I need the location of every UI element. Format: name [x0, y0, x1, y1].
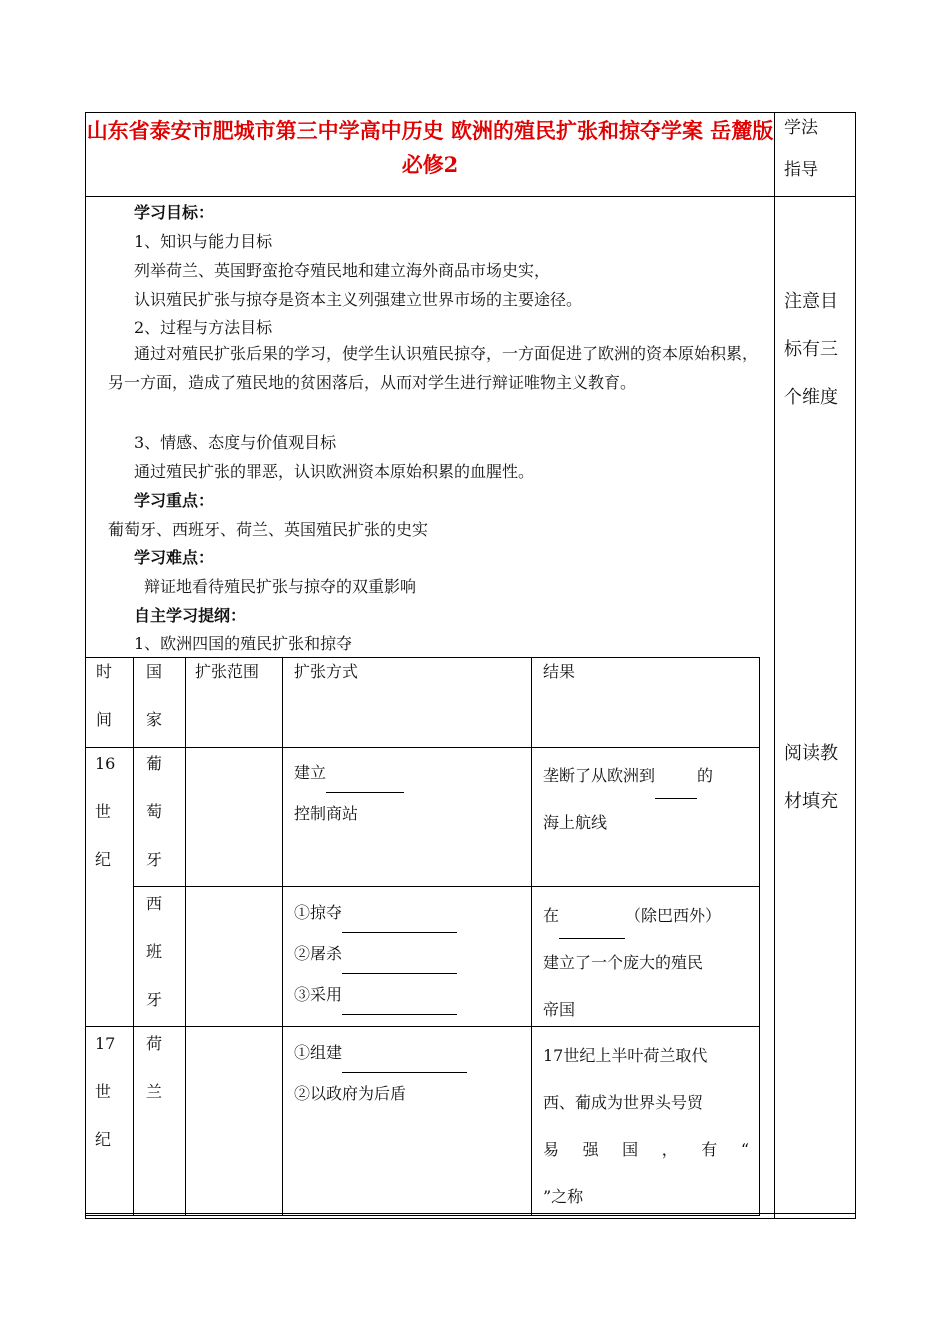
portugal-char1: 葡: [146, 754, 163, 773]
table-col-divider-3: [282, 657, 283, 1216]
objective-3-line: 通过殖民扩张的罪恶，认识欧洲资本原始积累的血腥性。: [134, 462, 535, 481]
side-header-line1: 学法: [784, 118, 818, 138]
netherlands-method: [294, 1032, 467, 1114]
row16-time: [95, 752, 115, 896]
objective-1-line1: 列举荷兰、英国野蛮抢夺殖民地和建立海外商品市场史实，: [134, 261, 551, 280]
header-result: 结果: [543, 662, 576, 681]
portugal-result-text1b: 的: [697, 766, 714, 785]
spain-country: [146, 892, 162, 1036]
spain-method-line2: [294, 933, 457, 974]
page-title: 山东省泰安市肥城市第三中学高中历史 欧洲的殖民扩张和掠夺学案 岳麓版必修2: [86, 118, 774, 177]
outline-heading: 自主学习提纲：: [134, 606, 247, 625]
spain-method-blank2[interactable]: [342, 955, 457, 974]
header-country-char1: 国: [146, 662, 163, 681]
header-time: [96, 660, 112, 756]
difficulties-heading: 学习难点：: [134, 548, 215, 567]
portugal-result-text1a: 垄断了从欧洲到: [543, 766, 656, 785]
spain-method-text3: ③采用: [294, 985, 343, 1004]
table-col-divider-2: [185, 657, 186, 1216]
side-note-2-line2: 材填充: [784, 791, 838, 812]
netherlands-char2: 兰: [146, 1082, 163, 1101]
spain-method: [294, 892, 457, 1015]
spain-result-text1a: 在: [543, 906, 560, 925]
table-col-divider-1: [133, 657, 134, 1216]
side-header: [784, 116, 818, 182]
objective-2-title: 2、过程与方法目标: [134, 318, 273, 337]
row17-time-1: 17: [95, 1034, 116, 1053]
spain-method-line1: [294, 892, 457, 933]
portugal-method-text1: 建立: [294, 763, 327, 782]
spain-method-line3: [294, 974, 457, 1015]
portugal-method-blank[interactable]: [326, 774, 404, 793]
portugal-method: [294, 752, 404, 834]
table-row1-divider: [133, 886, 760, 887]
header-time-char1: 时: [96, 662, 113, 681]
header-method: 扩张方式: [294, 662, 359, 681]
portugal-result-line2: 海上航线: [543, 813, 608, 832]
spain-result-line3: 帝国: [543, 1000, 576, 1019]
outline-item-1: 1、欧洲四国的殖民扩张和掠夺: [134, 634, 353, 653]
objective-1-line2: 认识殖民扩张与掠夺是资本主义列强建立世界市场的主要途径。: [134, 290, 583, 309]
netherlands-result: [543, 1032, 749, 1220]
objective-2-paragraph: 通过对殖民扩张后果的学习，使学生认识殖民掠夺，一方面促进了欧洲的资本原始积累，另一方面，造成了殖民地的贫困落后，从而对学生进行辩证唯物主义教育。: [108, 344, 759, 392]
portugal-result-blank[interactable]: [655, 780, 697, 799]
table-right-border: [759, 657, 760, 1216]
key-points-content: 葡萄牙、西班牙、荷兰、英国殖民扩张的史实: [108, 520, 429, 539]
netherlands-result-line1: 17世纪上半叶荷兰取代: [543, 1046, 708, 1065]
portugal-result-line1: [543, 752, 713, 799]
header-range: 扩张范围: [195, 662, 260, 681]
row17-time: [95, 1032, 115, 1176]
side-header-line2: 指导: [784, 160, 818, 180]
portugal-char3: 牙: [146, 850, 163, 869]
netherlands-method-blank[interactable]: [342, 1054, 467, 1073]
header-time-char2: 间: [96, 710, 113, 729]
netherlands-method-line2: ②以政府为后盾: [294, 1084, 407, 1103]
spain-result-line1: [543, 892, 721, 939]
portugal-method-line2: 控制商站: [294, 804, 359, 823]
spain-method-text1: ①掠夺: [294, 903, 343, 922]
netherlands-method-line1: [294, 1032, 467, 1073]
portugal-method-line1: [294, 752, 404, 793]
table-header-divider: [85, 747, 760, 748]
header-divider: [85, 196, 856, 197]
side-note-1-line2: 标有三: [784, 339, 838, 360]
spain-result-line2: 建立了一个庞大的殖民: [543, 953, 704, 972]
portugal-result: [543, 752, 713, 846]
spain-char3: 牙: [146, 990, 163, 1009]
table-col-divider-4: [531, 657, 532, 1216]
netherlands-result-line3: 易强国，有“: [543, 1140, 749, 1159]
netherlands-char1: 荷: [146, 1034, 163, 1053]
portugal-country: [146, 752, 162, 896]
spain-char2: 班: [146, 942, 163, 961]
portugal-char2: 萄: [146, 802, 163, 821]
table-top-border: [85, 657, 760, 658]
spain-method-blank1[interactable]: [342, 914, 457, 933]
side-note-2-line1: 阅读教: [784, 743, 838, 764]
objective-3-title: 3、情感、态度与价值观目标: [134, 433, 337, 452]
objectives-heading: 学习目标：: [134, 203, 215, 222]
header-country: [146, 660, 162, 756]
spain-result-text1b: （除巴西外）: [625, 906, 722, 925]
netherlands-result-line4: ”之称: [543, 1187, 584, 1206]
netherlands-result-line2: 西、葡成为世界头号贸: [543, 1093, 704, 1112]
header-country-char2: 家: [146, 710, 163, 729]
spain-char1: 西: [146, 894, 163, 913]
spain-method-text2: ②屠杀: [294, 944, 343, 963]
row16-time-1: 16: [95, 754, 116, 773]
row17-time-2: 世: [95, 1082, 112, 1101]
side-note-1-line1: 注意目: [784, 291, 838, 312]
row16-time-2: 世: [95, 802, 112, 821]
objective-1-title: 1、知识与能力目标: [134, 232, 273, 251]
netherlands-country: [146, 1032, 162, 1128]
row17-time-3: 纪: [95, 1130, 112, 1149]
side-note-objectives: [784, 278, 838, 422]
row16-time-3: 纪: [95, 850, 112, 869]
side-note-1-line3: 个维度: [784, 387, 838, 408]
difficulties-content: 辩证地看待殖民扩张与掠夺的双重影响: [144, 577, 417, 596]
netherlands-method-text1: ①组建: [294, 1043, 343, 1062]
side-column-divider: [774, 112, 775, 1219]
key-points-heading: 学习重点：: [134, 491, 215, 510]
spain-result: [543, 892, 721, 1033]
side-note-reading: [784, 730, 838, 826]
spain-result-blank[interactable]: [559, 920, 625, 939]
spain-method-blank3[interactable]: [342, 996, 457, 1015]
